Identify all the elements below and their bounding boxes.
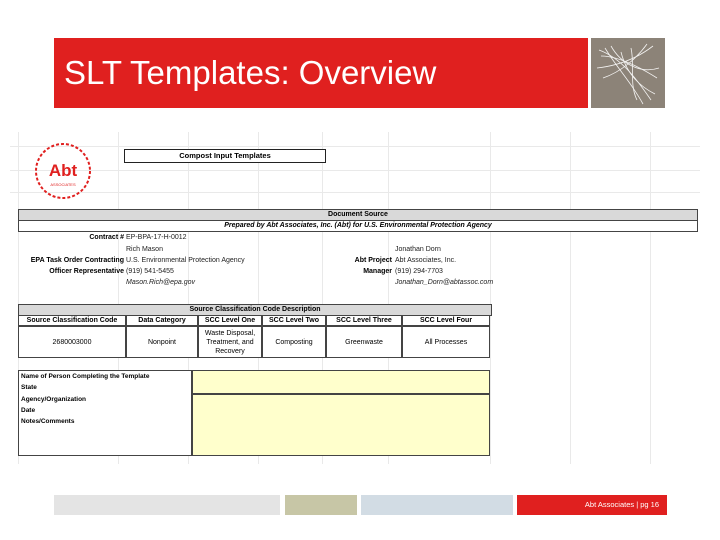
value-epa-name: Rich Mason: [126, 246, 163, 253]
document-source-subheader: Prepared by Abt Associates, Inc. (Abt) for U.S. Environmental Protection Agency: [18, 220, 698, 232]
scc-level3-value: Greenwaste: [326, 326, 402, 358]
label-epa-task-order: EPA Task Order Contracting: [30, 257, 124, 264]
scc-level1-value: Waste Disposal, Treatment, and Recovery: [198, 326, 262, 358]
value-abt-phone: (919) 294-7703: [395, 268, 443, 275]
label-officer-rep: Officer Representative: [49, 268, 124, 275]
scc-col-level3: SCC Level Three: [326, 315, 402, 326]
label-agency: Agency/Organization: [21, 396, 87, 403]
abt-logo-text: Abt: [48, 161, 78, 180]
agency-field[interactable]: [192, 394, 490, 456]
abt-logo: [32, 140, 94, 202]
slide-title: SLT Templates: Overview: [64, 54, 437, 91]
label-person-name: Name of Person Completing the Template: [21, 373, 150, 380]
scc-level2-value: Composting: [262, 326, 326, 358]
scc-col-level4: SCC Level Four: [402, 315, 490, 326]
value-abt-org: Abt Associates, Inc.: [395, 257, 457, 264]
footer-segment-4: [517, 495, 667, 515]
value-abt-email: Jonathan_Dorn@abtassoc.com: [395, 279, 494, 286]
title-bar: [54, 38, 588, 108]
label-contract: Contract #: [89, 234, 124, 241]
logo-box: [591, 38, 665, 108]
scc-col-code: Source Classification Code: [18, 315, 126, 326]
person-label-box: [18, 370, 192, 456]
footer-page-label: Abt Associates | pg 16: [584, 500, 659, 509]
footer-segment-3: [361, 495, 513, 515]
person-name-field[interactable]: [192, 370, 490, 394]
value-epa-phone: (919) 541-5455: [126, 268, 174, 275]
value-abt-name: Jonathan Dorn: [395, 246, 441, 253]
value-epa-email: Mason.Rich@epa.gov: [126, 279, 195, 286]
template-title: Compost Input Templates: [124, 149, 326, 163]
value-contract: EP-BPA-17-H-0012: [126, 234, 187, 241]
scc-col-level1: SCC Level One: [198, 315, 262, 326]
document-source-header: Document Source: [18, 209, 698, 221]
label-manager: Manager: [363, 268, 392, 275]
label-abt-project: Abt Project: [354, 257, 392, 264]
label-notes: Notes/Comments: [21, 418, 75, 425]
value-epa-agency: U.S. Environmental Protection Agency: [126, 257, 245, 264]
scc-header: Source Classification Code Description: [18, 304, 492, 316]
spreadsheet-screenshot: [10, 132, 700, 464]
label-date: Date: [21, 407, 36, 414]
scc-category-value: Nonpoint: [126, 326, 198, 358]
abt-logo-subtext: ASSOCIATES: [50, 182, 76, 187]
scc-col-level2: SCC Level Two: [262, 315, 326, 326]
footer-segment-1: [54, 495, 280, 515]
label-state: State: [21, 384, 37, 391]
footer-segment-2: [285, 495, 357, 515]
scc-level4-value: All Processes: [402, 326, 490, 358]
scc-code-value: 2680003000: [18, 326, 126, 358]
scc-col-category: Data Category: [126, 315, 198, 326]
abstract-lines-icon: [591, 38, 665, 108]
